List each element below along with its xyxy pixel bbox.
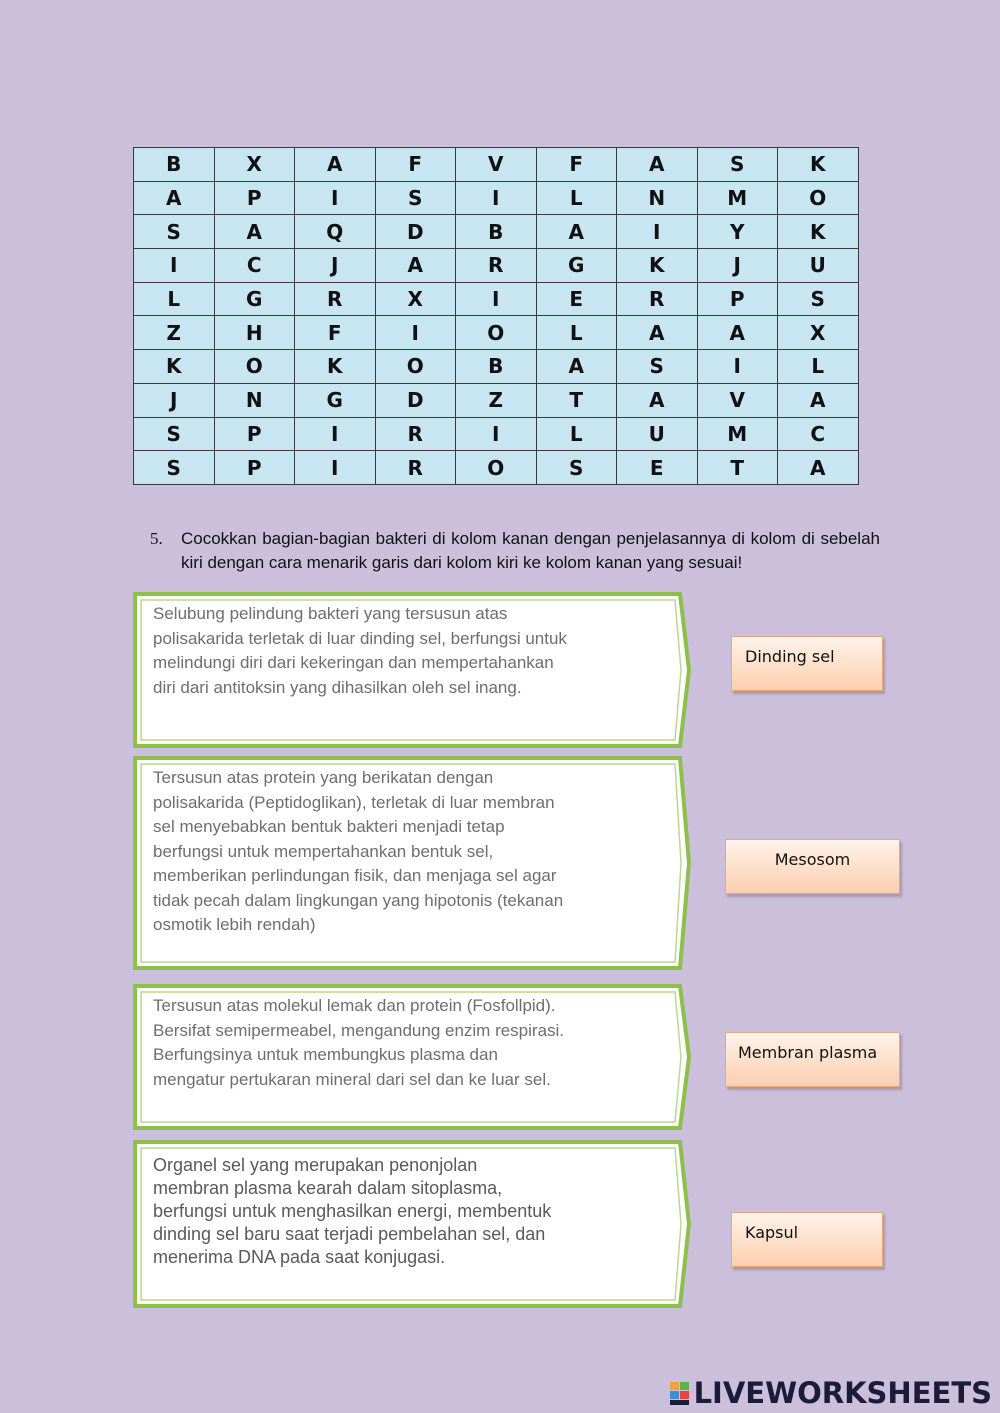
grid-cell[interactable]: M [697,417,778,451]
grid-cell[interactable]: B [456,215,537,249]
grid-row [134,215,859,249]
description-box-1[interactable] [133,592,693,748]
grid-cell[interactable]: L [134,282,215,316]
description-box-2[interactable] [133,756,693,970]
grid-cell[interactable]: S [778,282,859,316]
grid-cell[interactable]: R [617,282,698,316]
grid-cell[interactable]: U [617,417,698,451]
grid-cell[interactable]: P [697,282,778,316]
question-text: Cocokkan bagian-bagian bakteri di kolom kanan dengan penjelasannya di kolom di sebelah kiri dengan cara menarik garis dari kolom kiri ke kolom kanan yang sesuai! [181,529,880,572]
grid-cell[interactable]: Z [456,383,537,417]
description-text-1: Selubung pelindung bakteri yang tersusun atas polisakarida terletak di luar dinding sel, berfungsi untuk melindungi diri dari kekeringan dan mempertahankan diri dari antitoksin yang dihasilkan oleh sel inang. [153,604,567,697]
grid-cell[interactable]: I [456,181,537,215]
description-text-3: Tersusun atas molekul lemak dan protein (Fosfollpid). Bersifat semipermeabel, mengandung enzim respirasi. Berfungsinya untuk membungkus plasma dan mengatur pertukaran mineral dari sel dan ke luar sel. [153,996,565,1089]
grid-cell[interactable]: P [214,451,295,485]
grid-cell[interactable]: O [456,451,537,485]
grid-cell[interactable]: I [295,417,376,451]
grid-cell[interactable]: X [375,282,456,316]
grid-cell[interactable]: K [617,249,698,283]
grid-cell[interactable]: Y [697,215,778,249]
grid-cell[interactable]: A [697,316,778,350]
grid-cell[interactable]: J [697,249,778,283]
grid-cell[interactable]: R [295,282,376,316]
grid-cell[interactable]: A [617,316,698,350]
grid-row [134,316,859,350]
grid-cell[interactable]: X [214,148,295,182]
grid-cell[interactable]: A [778,383,859,417]
answer-kapsul[interactable]: Kapsul [731,1212,883,1267]
grid-cell[interactable]: A [617,148,698,182]
grid-cell[interactable]: A [617,383,698,417]
grid-row [134,148,859,182]
grid-cell[interactable]: S [134,215,215,249]
liveworksheets-logo-icon [668,1378,692,1408]
grid-cell[interactable]: S [617,350,698,384]
grid-cell[interactable]: I [456,417,537,451]
grid-cell[interactable]: F [295,316,376,350]
grid-cell[interactable]: G [536,249,617,283]
grid-cell[interactable]: U [778,249,859,283]
grid-cell[interactable]: V [456,148,537,182]
grid-cell[interactable]: A [536,350,617,384]
grid-row [134,350,859,384]
answer-mesosom[interactable]: Mesosom [725,839,900,894]
grid-cell[interactable]: O [214,350,295,384]
grid-row [134,181,859,215]
grid-cell[interactable]: L [536,181,617,215]
grid-cell[interactable]: S [697,148,778,182]
grid-row [134,451,859,485]
grid-cell[interactable]: E [617,451,698,485]
grid-cell[interactable]: P [214,181,295,215]
grid-cell[interactable]: S [134,451,215,485]
grid-cell[interactable]: S [536,451,617,485]
grid-cell[interactable]: T [697,451,778,485]
grid-cell[interactable]: K [778,215,859,249]
grid-cell[interactable]: S [134,417,215,451]
grid-cell[interactable]: P [214,417,295,451]
grid-cell[interactable]: X [778,316,859,350]
grid-cell[interactable]: H [214,316,295,350]
answer-dinding-sel[interactable]: Dinding sel [731,636,883,691]
grid-cell[interactable]: K [134,350,215,384]
answer-membran-plasma[interactable]: Membran plasma [725,1032,900,1087]
grid-cell[interactable]: C [778,417,859,451]
grid-cell[interactable]: Z [134,316,215,350]
grid-cell[interactable]: O [456,316,537,350]
grid-cell[interactable]: E [536,282,617,316]
grid-cell[interactable]: B [134,148,215,182]
grid-cell[interactable]: C [214,249,295,283]
grid-cell[interactable]: J [134,383,215,417]
grid-cell[interactable]: S [375,181,456,215]
description-text-4: Organel sel yang merupakan penonjolan membran plasma kearah dalam sitoplasma, berfungsi untuk menghasilkan energi, membentuk dinding sel baru saat terjadi pembelahan sel, dan menerima DNA pada saat konjugasi. [153,1155,552,1267]
grid-cell[interactable]: I [295,451,376,485]
grid-cell[interactable]: R [375,451,456,485]
grid-cell[interactable]: G [214,282,295,316]
grid-cell[interactable]: O [375,350,456,384]
grid-cell[interactable]: K [778,148,859,182]
liveworksheets-wordmark: LIVEWORKSHEETS [693,1376,992,1410]
grid-cell[interactable]: I [456,282,537,316]
grid-cell[interactable]: L [536,417,617,451]
grid-cell[interactable]: A [214,215,295,249]
grid-cell[interactable]: A [375,249,456,283]
grid-cell[interactable]: I [617,215,698,249]
grid-cell[interactable]: I [697,350,778,384]
grid-cell[interactable]: F [375,148,456,182]
description-text-2: Tersusun atas protein yang berikatan dengan polisakarida (Peptidoglikan), terletak di luar membran sel menyebabkan bentuk bakteri menjadi tetap berfungsi untuk mempertahankan bentuk sel, memberikan perlindungan fisik, dan menjaga sel agar tidak pecah dalam lingkungan yang hipotonis (tekanan osmotik lebih rendah) [153,768,564,934]
grid-cell[interactable]: N [214,383,295,417]
grid-cell[interactable]: F [536,148,617,182]
grid-cell[interactable]: A [536,215,617,249]
grid-row [134,249,859,283]
word-search-grid [133,147,859,485]
grid-cell[interactable]: M [697,181,778,215]
grid-cell[interactable]: G [295,383,376,417]
grid-cell[interactable]: A [134,181,215,215]
grid-cell[interactable]: A [295,148,376,182]
grid-cell[interactable]: R [375,417,456,451]
grid-cell[interactable]: L [536,316,617,350]
grid-cell[interactable]: A [778,451,859,485]
grid-cell[interactable]: T [536,383,617,417]
description-box-4[interactable] [133,1140,693,1308]
grid-row [134,282,859,316]
grid-cell[interactable]: D [375,215,456,249]
grid-row [134,417,859,451]
grid-cell[interactable]: J [295,249,376,283]
grid-cell[interactable]: O [778,181,859,215]
grid-row [134,383,859,417]
question-number: 5. [150,529,163,548]
grid-cell[interactable]: V [697,383,778,417]
grid-cell[interactable]: I [295,181,376,215]
grid-cell[interactable]: N [617,181,698,215]
grid-cell[interactable]: K [295,350,376,384]
grid-cell[interactable]: I [134,249,215,283]
grid-cell[interactable]: D [375,383,456,417]
grid-cell[interactable]: I [375,316,456,350]
description-box-3[interactable] [133,984,693,1130]
liveworksheets-logo [668,1376,992,1410]
question-5 [150,527,880,575]
grid-cell[interactable]: B [456,350,537,384]
grid-cell[interactable]: Q [295,215,376,249]
grid-cell[interactable]: R [456,249,537,283]
grid-cell[interactable]: L [778,350,859,384]
